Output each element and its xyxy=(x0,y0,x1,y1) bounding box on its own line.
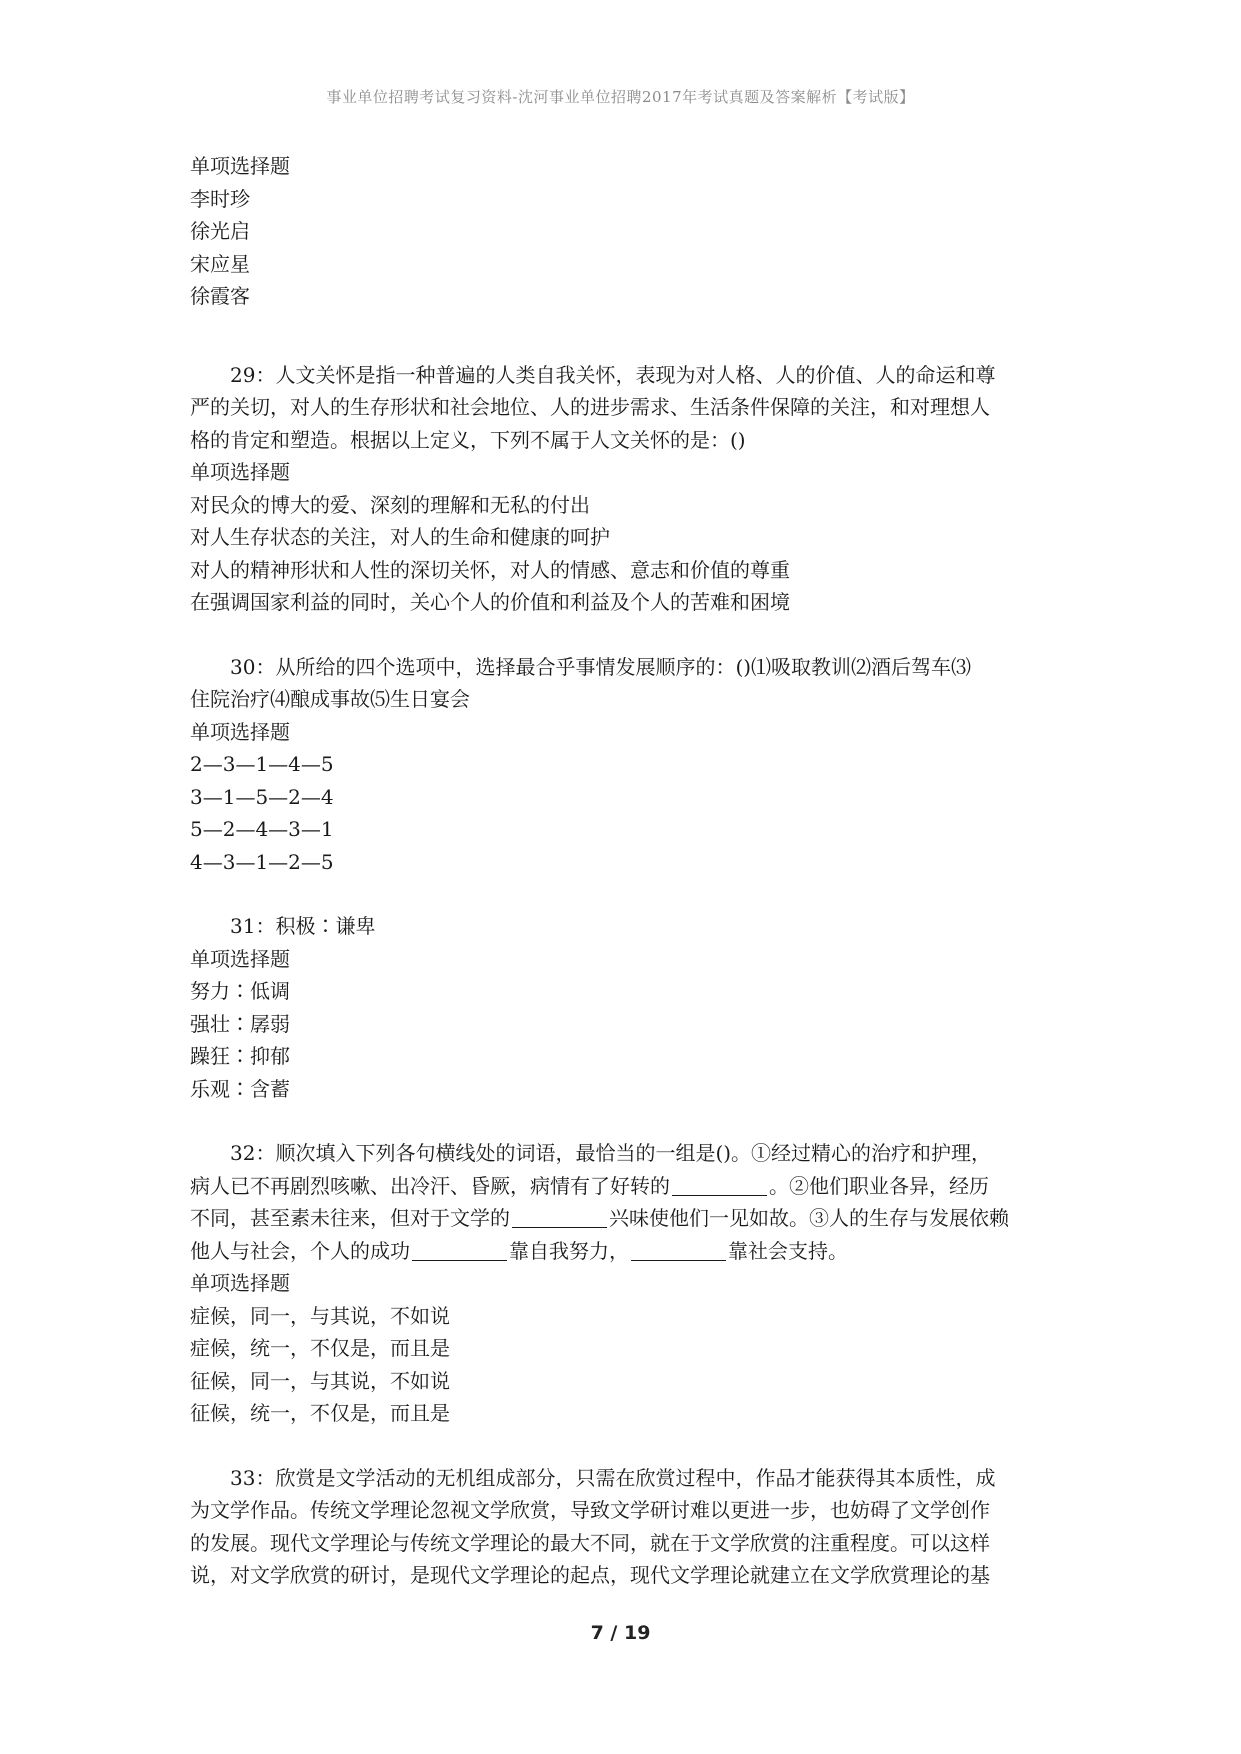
stem-text: 病人已不再剧烈咳嗽、出冷汗、昏厥，病情有了好转的 xyxy=(190,1173,670,1198)
option: 症候，统一，不仅是，而且是 xyxy=(190,1336,450,1360)
stem-text: 不同，甚至素未往来，但对于文学的 xyxy=(190,1206,510,1230)
option: 努力∶低调 xyxy=(190,979,290,1003)
fill-blank xyxy=(512,1207,607,1228)
stem-text: 。②他们职业各异，经历 xyxy=(769,1173,989,1198)
question-stem: 31：积极∶谦卑 xyxy=(230,914,376,938)
option: 对人生存状态的关注，对人的生命和健康的呵护 xyxy=(190,525,610,549)
option: 4—3—1—2—5 xyxy=(190,849,334,874)
option: 征候，同一，与其说，不如说 xyxy=(190,1368,450,1393)
fill-blank xyxy=(631,1240,726,1261)
question-stem: 30：从所给的四个选项中，选择最合乎事情发展顺序的：()⑴吸取教训⑵酒后驾车⑶ xyxy=(230,654,972,679)
option: 躁狂∶抑郁 xyxy=(190,1044,290,1068)
option: 李时珍 xyxy=(190,186,250,211)
option: 征候，统一，不仅是，而且是 xyxy=(190,1401,450,1425)
option: 对民众的博大的爱、深刻的理解和无私的付出 xyxy=(190,492,590,517)
stem-text: 兴味使他们一见如故。③人的生存与发展依赖 xyxy=(609,1206,1009,1230)
question-type: 单项选择题 xyxy=(190,154,290,178)
question-stem: 32：顺次填入下列各句横线处的词语，最恰当的一组是()。①经过精心的治疗和护理， xyxy=(230,1141,992,1165)
fill-blank xyxy=(412,1240,507,1261)
question-stem: 说，对文学欣赏的研讨，是现代文学理论的起点，现代文学理论就建立在文学欣赏理论的基 xyxy=(190,1563,990,1587)
option: 2—3—1—4—5 xyxy=(190,752,334,776)
question-stem: 严的关切，对人的生存形状和社会地位、人的进步需求、生活条件保障的关注，和对理想人 xyxy=(190,395,990,419)
question-type: 单项选择题 xyxy=(190,719,290,744)
question-stem: 住院治疗⑷酿成事故⑸生日宴会 xyxy=(190,687,470,711)
question-stem xyxy=(190,1202,1060,1235)
option: 3—1—5—2—4 xyxy=(190,784,334,809)
option: 徐霞客 xyxy=(190,284,250,308)
question-stem: 格的肯定和塑造。根据以上定义，下列不属于人文关怀的是：() xyxy=(190,427,746,452)
question-stem xyxy=(190,1235,1060,1268)
question-type: 单项选择题 xyxy=(190,460,290,484)
stem-text: 他人与社会，个人的成功 xyxy=(190,1238,410,1263)
stem-text: 靠自我努力， xyxy=(509,1238,629,1263)
question-stem xyxy=(190,1170,1060,1203)
option: 症候，同一，与其说，不如说 xyxy=(190,1303,450,1328)
page-number: 7 / 19 xyxy=(590,1622,651,1644)
fill-blank xyxy=(672,1175,767,1196)
option: 在强调国家利益的同时，关心个人的价值和利益及个人的苦难和困境 xyxy=(190,590,790,614)
option: 徐光启 xyxy=(190,219,250,243)
stem-text: 靠社会支持。 xyxy=(728,1238,848,1263)
page-header: 事业单位招聘考试复习资料-沈河事业单位招聘2017年考试真题及答案解析【考试版】 xyxy=(326,88,915,106)
option: 强壮∶孱弱 xyxy=(190,1011,290,1036)
question-stem: 为文学作品。传统文学理论忽视文学欣赏，导致文学研讨难以更进一步，也妨碍了文学创作 xyxy=(190,1498,990,1522)
question-stem: 29：人文关怀是指一种普遍的人类自我关怀，表现为对人格、人的价值、人的命运和尊 xyxy=(230,362,996,387)
question-stem: 的发展。现代文学理论与传统文学理论的最大不同，就在于文学欣赏的注重程度。可以这样 xyxy=(190,1530,990,1555)
question-stem: 33：欣赏是文学活动的无机组成部分，只需在欣赏过程中，作品才能获得其本质性，成 xyxy=(230,1465,996,1490)
option: 宋应星 xyxy=(190,251,250,276)
question-type: 单项选择题 xyxy=(190,946,290,971)
question-type: 单项选择题 xyxy=(190,1271,290,1295)
option: 乐观∶含蓄 xyxy=(190,1076,290,1101)
option: 5—2—4—3—1 xyxy=(190,817,334,841)
option: 对人的精神形状和人性的深切关怀，对人的情感、意志和价值的尊重 xyxy=(190,557,790,582)
document-body xyxy=(190,150,1060,1592)
